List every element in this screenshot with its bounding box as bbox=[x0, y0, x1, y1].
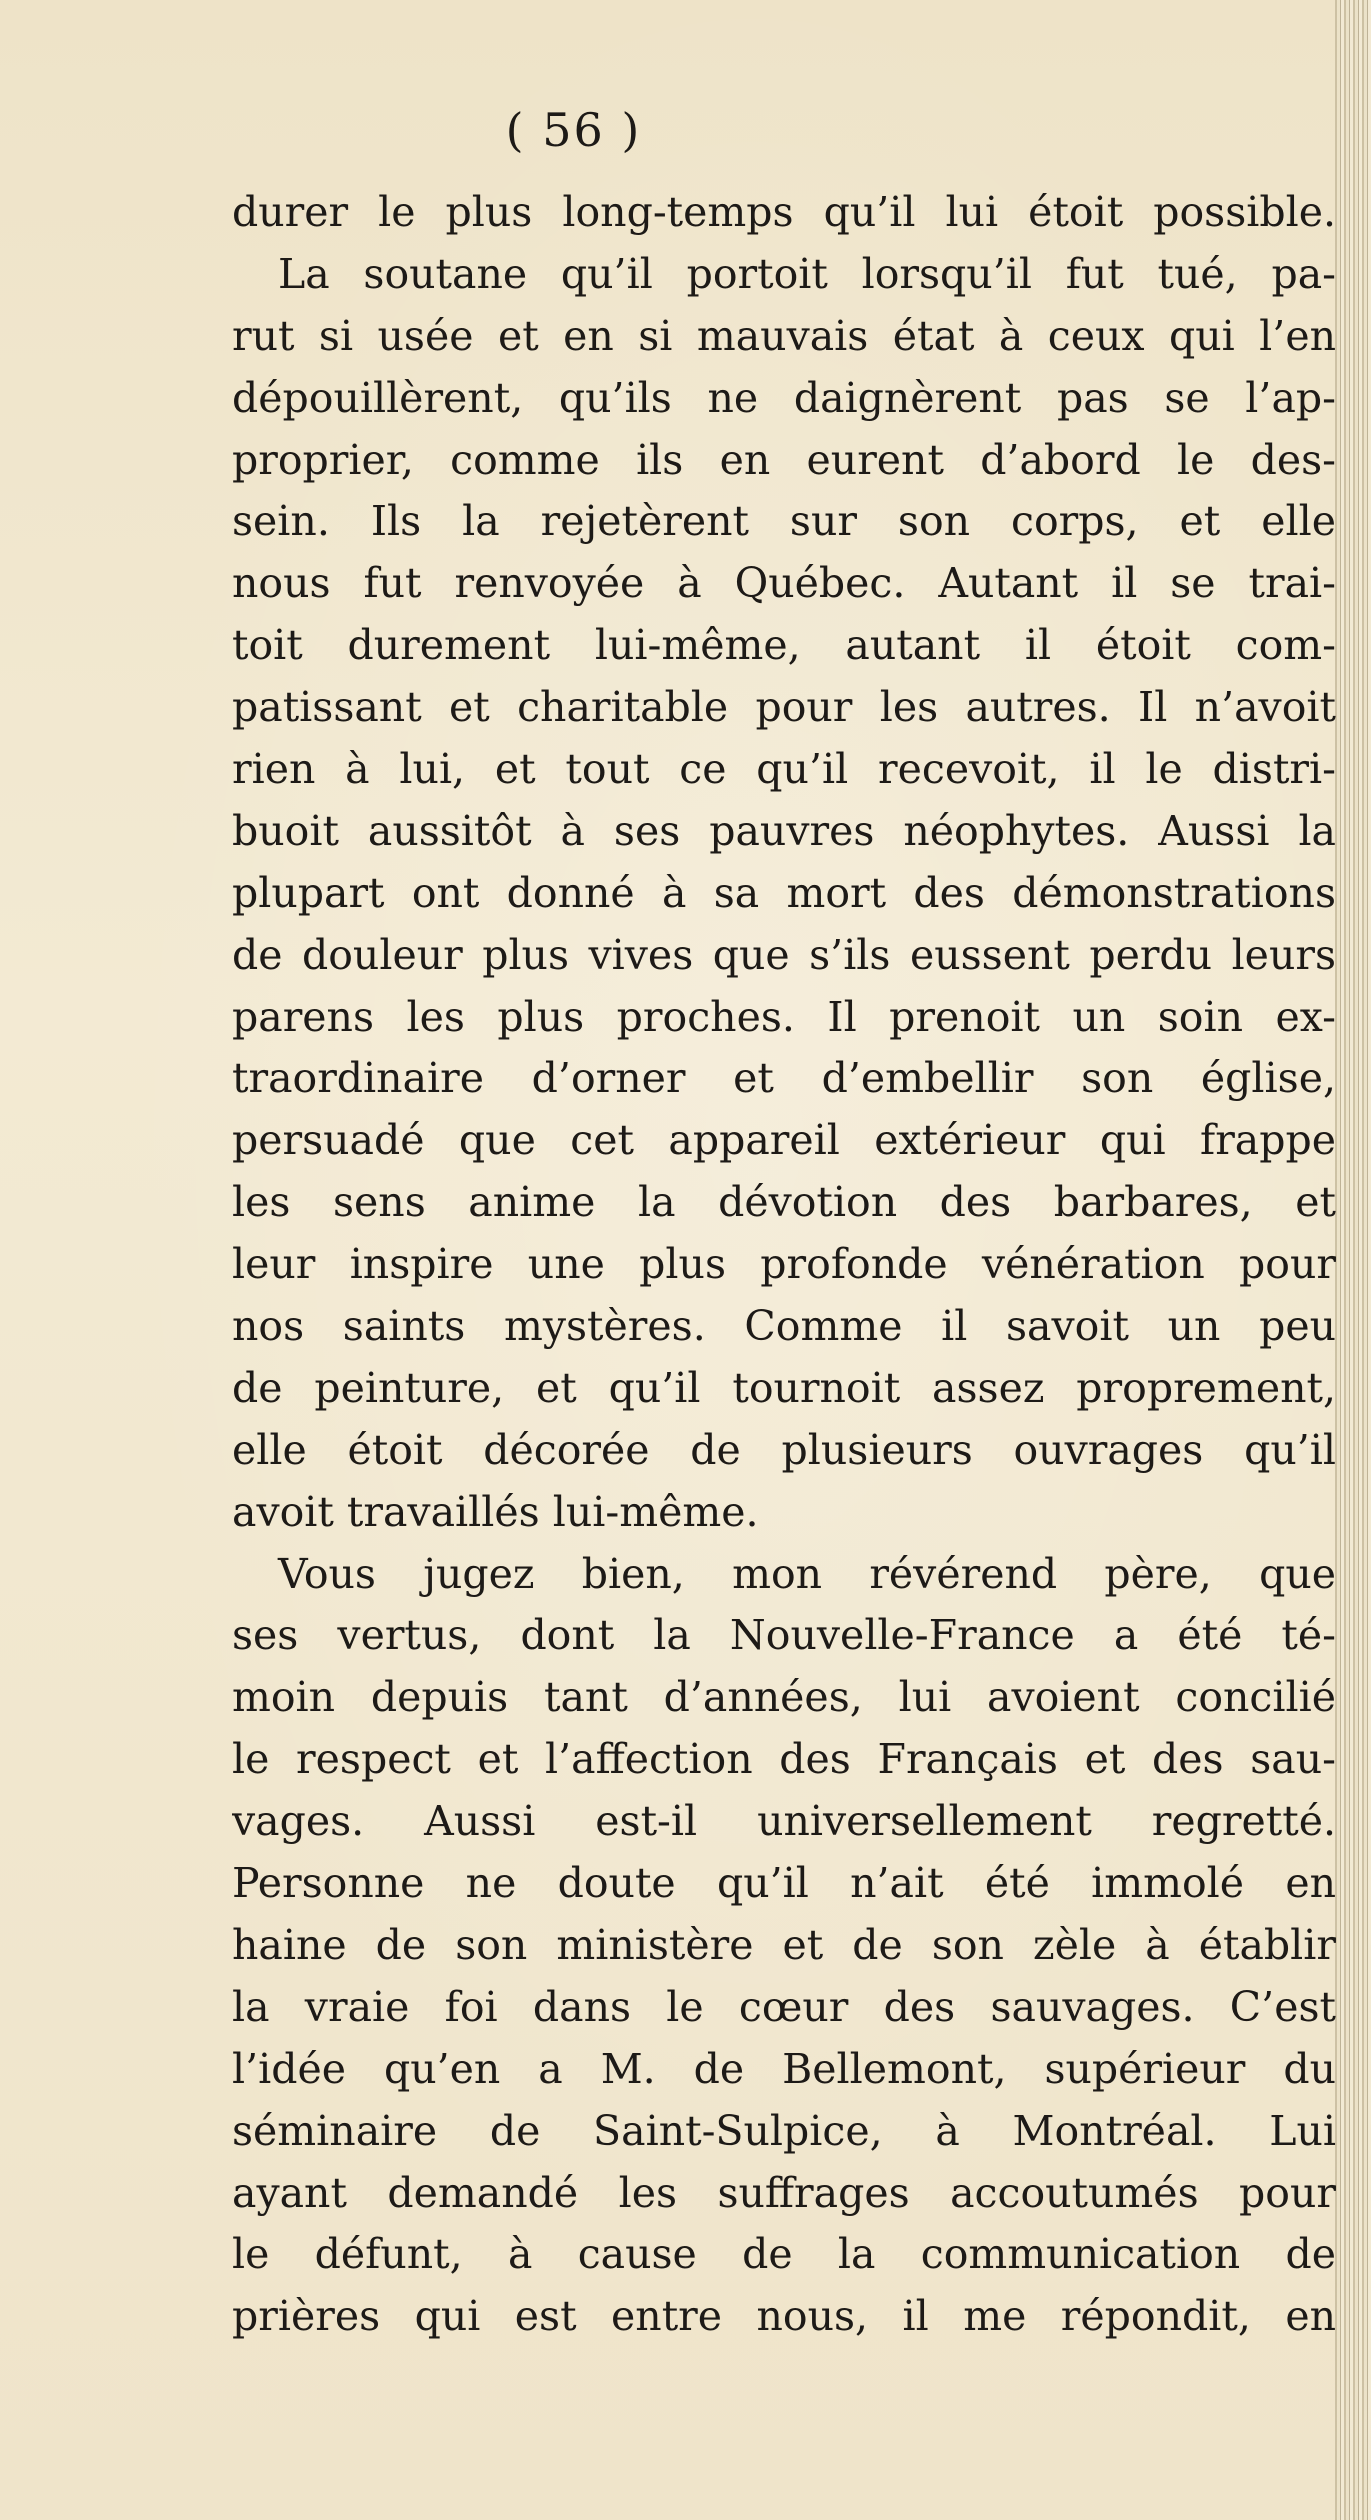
text-line: haine de son ministère et de son zèle à établir bbox=[232, 1920, 1336, 1969]
text-line: elle étoit décorée de plusieurs ouvrages qu’il bbox=[232, 1425, 1336, 1474]
text-line: Vous jugez bien, mon révérend père, que bbox=[278, 1549, 1336, 1598]
text-line: plupart ont donné à sa mort des démonstrations bbox=[232, 868, 1336, 917]
text-line: ayant demandé les suffrages accoutumés pour bbox=[232, 2168, 1336, 2217]
page-number: ( 56 ) bbox=[505, 103, 642, 157]
text-line: séminaire de Saint-Sulpice, à Montréal. Lui bbox=[232, 2106, 1336, 2155]
text-line: l’idée qu’en a M. de Bellemont, supérieur du bbox=[232, 2044, 1336, 2093]
text-line: persuadé que cet appareil extérieur qui frappe bbox=[232, 1116, 1336, 1165]
text-line: le défunt, à cause de la communication de bbox=[232, 2230, 1336, 2279]
text-line: toit durement lui-même, autant il étoit com- bbox=[232, 621, 1336, 670]
text-line: de douleur plus vives que s’ils eussent perdu leurs bbox=[232, 930, 1336, 979]
text-line: La soutane qu’il portoit lorsqu’il fut tué, pa- bbox=[278, 249, 1336, 298]
text-line: proprier, comme ils en eurent d’abord le des- bbox=[232, 435, 1336, 484]
page-binding-edge bbox=[1335, 0, 1371, 2520]
text-line: dépouillèrent, qu’ils ne daignèrent pas se l’ap- bbox=[232, 373, 1336, 422]
text-line: le respect et l’affection des Français et des sau- bbox=[232, 1735, 1336, 1784]
text-line: buoit aussitôt à ses pauvres néophytes. Aussi la bbox=[232, 806, 1336, 855]
text-line: Personne ne doute qu’il n’ait été immolé en bbox=[232, 1859, 1336, 1908]
text-line: rut si usée et en si mauvais état à ceux qui l’en bbox=[232, 311, 1336, 360]
text-line: nous fut renvoyée à Québec. Autant il se trai- bbox=[232, 559, 1336, 608]
text-line: prières qui est entre nous, il me répondit, en bbox=[232, 2292, 1336, 2341]
text-line: rien à lui, et tout ce qu’il recevoit, il le distri- bbox=[232, 745, 1336, 794]
text-line: moin depuis tant d’années, lui avoient concilié bbox=[232, 1673, 1336, 1722]
text-line: vages. Aussi est-il universellement regretté. bbox=[232, 1797, 1336, 1846]
text-line: sein. Ils la rejetèrent sur son corps, et elle bbox=[232, 497, 1336, 546]
text-line: la vraie foi dans le cœur des sauvages. C’est bbox=[232, 1982, 1336, 2031]
body-text bbox=[232, 182, 1336, 2348]
text-line: de peinture, et qu’il tournoit assez proprement, bbox=[232, 1363, 1336, 1412]
text-line: traordinaire d’orner et d’embellir son église, bbox=[232, 1054, 1336, 1103]
text-line: nos saints mystères. Comme il savoit un peu bbox=[232, 1302, 1336, 1351]
text-line: parens les plus proches. Il prenoit un soin ex- bbox=[232, 992, 1336, 1041]
text-line: patissant et charitable pour les autres. Il n’avoit bbox=[232, 683, 1336, 732]
text-line: ses vertus, dont la Nouvelle-France a été té- bbox=[232, 1611, 1336, 1660]
text-line: avoit travaillés lui-même. bbox=[232, 1487, 759, 1536]
text-line: les sens anime la dévotion des barbares, et bbox=[232, 1178, 1336, 1227]
text-line: durer le plus long-temps qu’il lui étoit possible. bbox=[232, 188, 1336, 236]
text-line: leur inspire une plus profonde vénération pour bbox=[232, 1240, 1336, 1289]
